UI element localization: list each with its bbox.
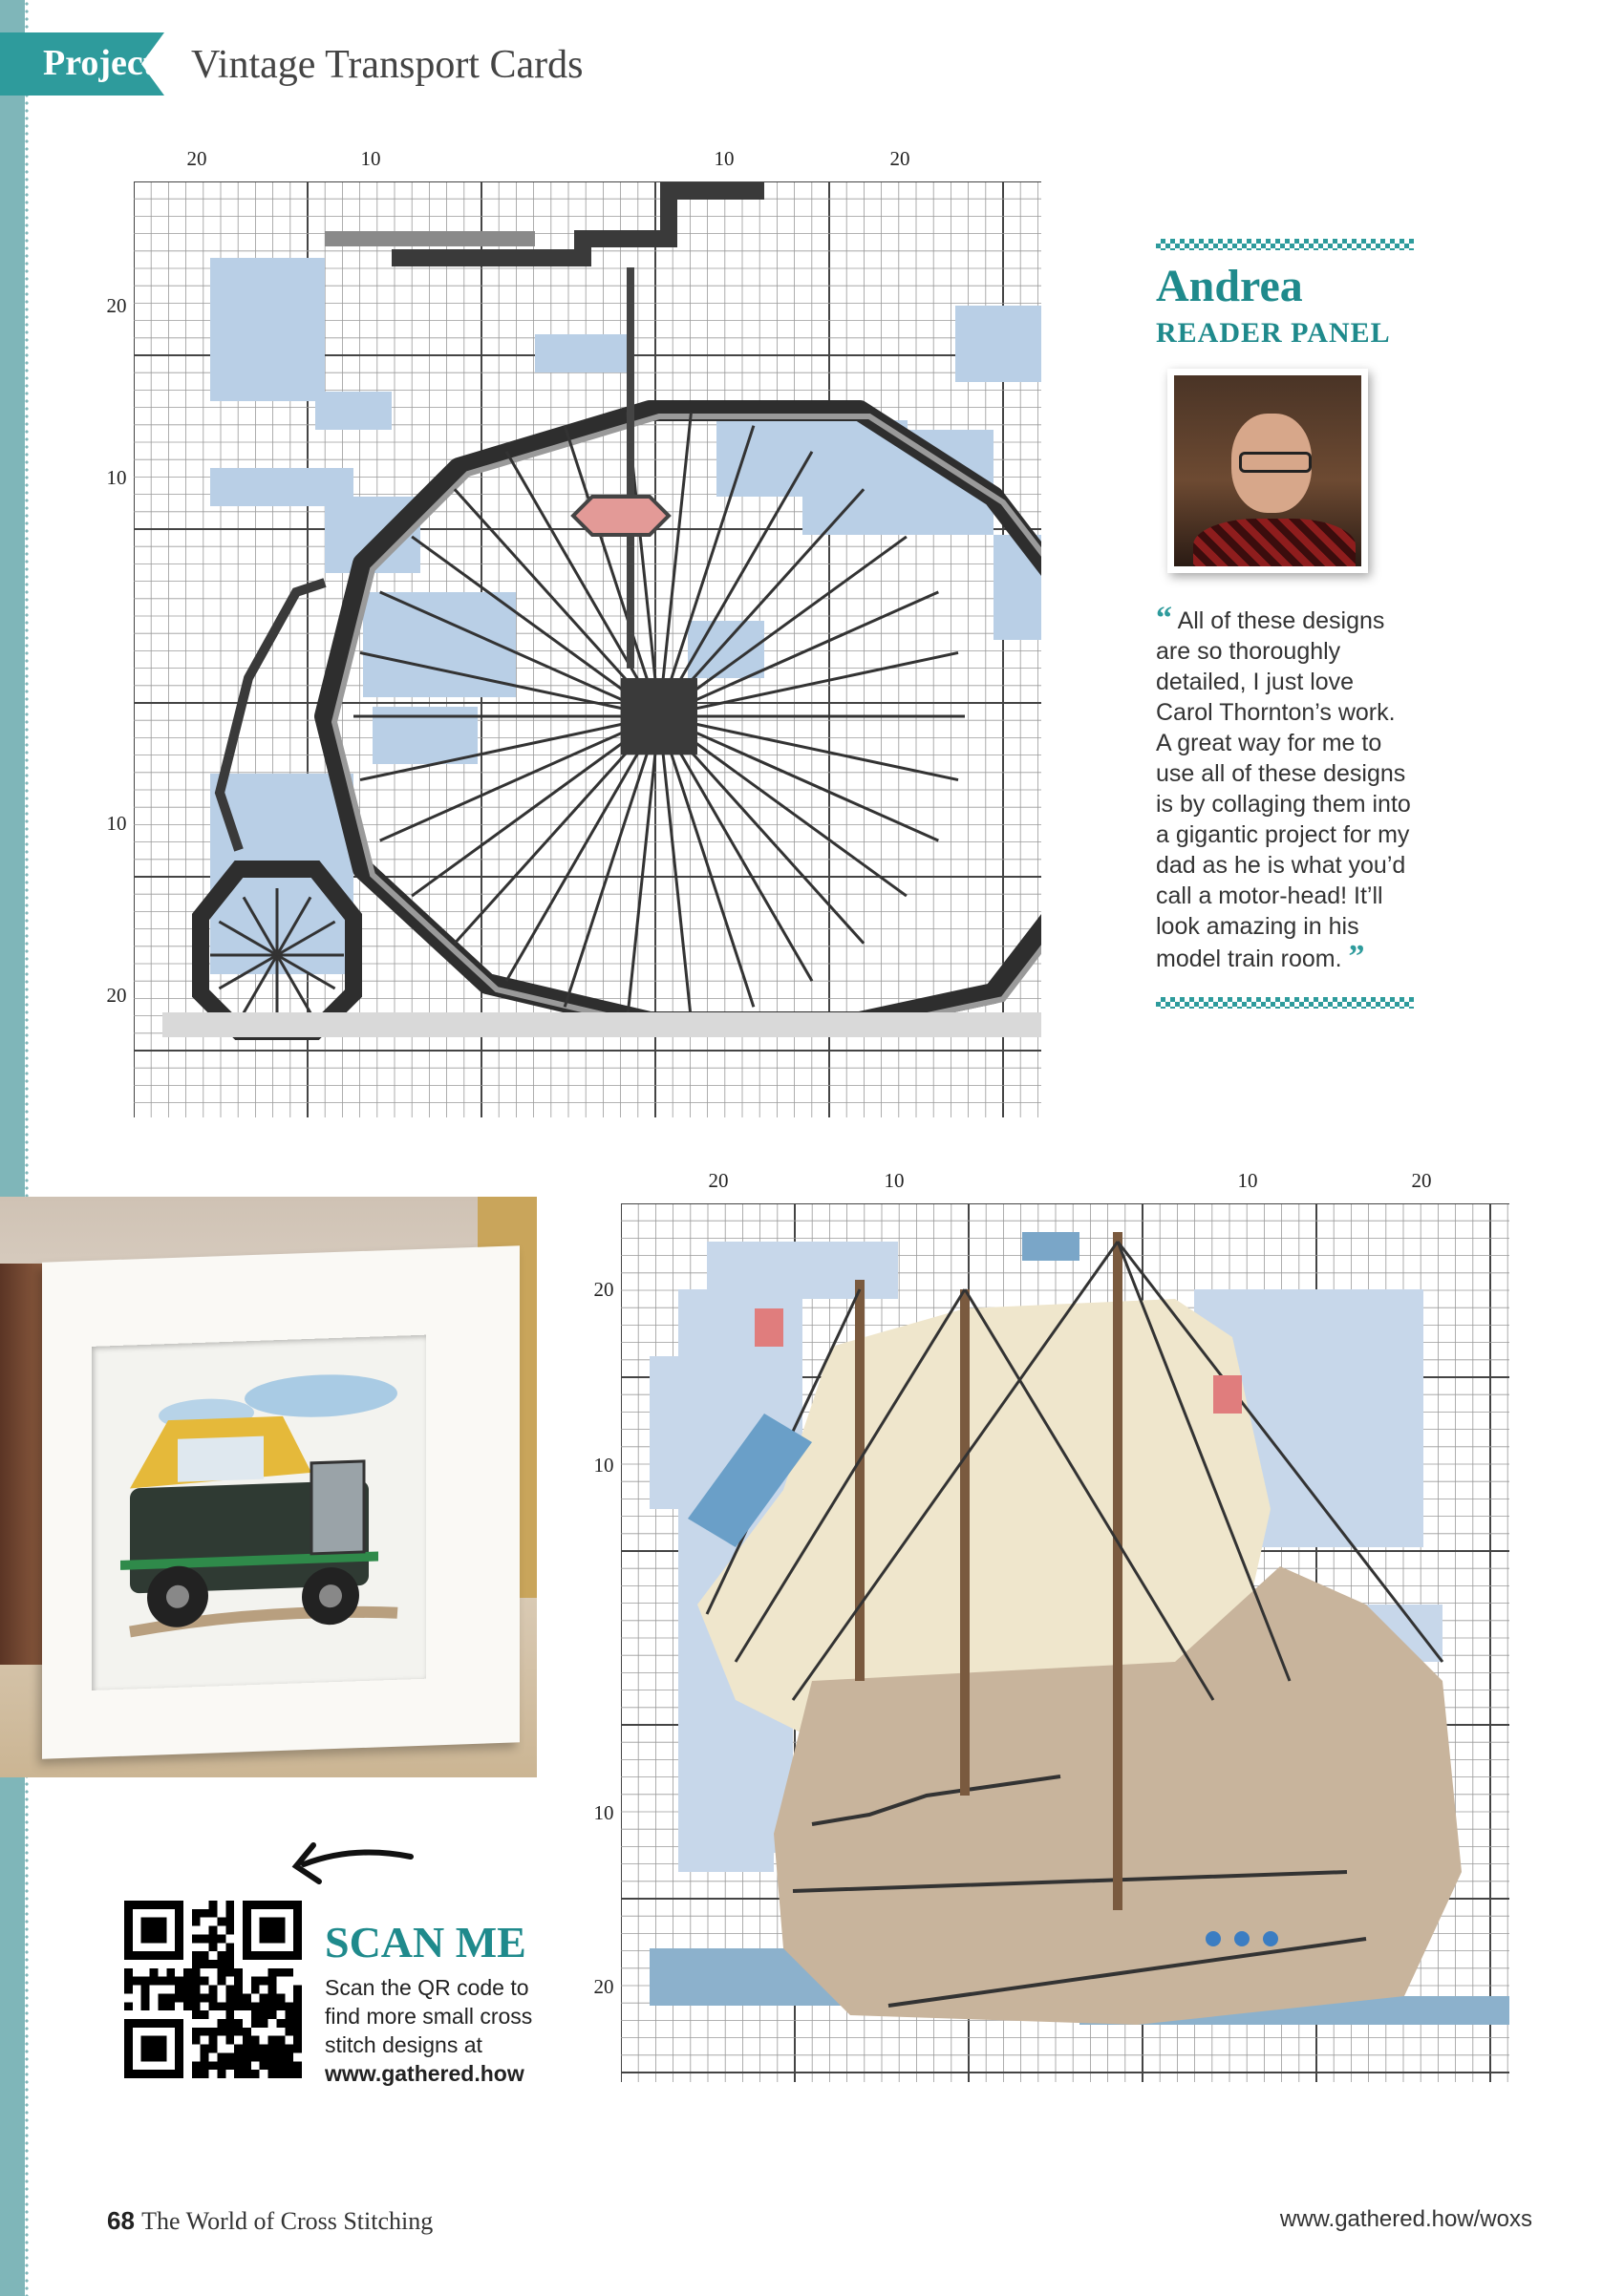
reader-panel bbox=[1156, 239, 1414, 1009]
reader-role: READER PANEL bbox=[1156, 317, 1391, 349]
page-spine bbox=[0, 0, 25, 2296]
col-label: 10 bbox=[360, 147, 381, 170]
row-label: 20 bbox=[593, 1278, 614, 1301]
shirt bbox=[1193, 519, 1356, 573]
row-label: 20 bbox=[106, 984, 127, 1007]
scan-text bbox=[325, 1973, 545, 2088]
col-label: 10 bbox=[884, 1169, 905, 1192]
section-label: Project bbox=[43, 43, 156, 83]
glasses bbox=[1239, 452, 1312, 473]
magazine-name: The World of Cross Stitching bbox=[141, 2207, 434, 2235]
col-label: 20 bbox=[186, 147, 207, 170]
card-aperture bbox=[92, 1335, 426, 1690]
quote-text: All of these designs are so thoroughly detailed, I just love Carol Thornton’s work. A great way for me to use all of these designs is by collaging them into a gigantic project for my dad as he is what you’d call a motor-head! It’ll look amazing in his model train room. bbox=[1156, 607, 1411, 972]
spine-dots bbox=[25, 0, 29, 2296]
row-label: 10 bbox=[593, 1801, 614, 1824]
bicycle-motif bbox=[162, 191, 1041, 1037]
row-label: 10 bbox=[106, 466, 127, 489]
stitch-grid bbox=[621, 1203, 1509, 2082]
scan-description: Scan the QR code to find more small cross stitch designs at bbox=[325, 1975, 533, 2057]
page-footer bbox=[107, 2206, 433, 2236]
reader-quote bbox=[1156, 601, 1414, 974]
stitch-grid bbox=[134, 181, 1041, 1117]
row-label: 20 bbox=[106, 294, 127, 317]
wooden-box bbox=[0, 1264, 42, 1665]
row-label: 10 bbox=[106, 812, 127, 835]
row-label: 20 bbox=[593, 1975, 614, 1998]
page-title: Vintage Transport Cards bbox=[191, 43, 584, 87]
col-label: 20 bbox=[708, 1169, 729, 1192]
reader-name: Andrea bbox=[1156, 261, 1303, 311]
col-label: 20 bbox=[889, 147, 910, 170]
col-label: 10 bbox=[1237, 1169, 1258, 1192]
penny-farthing-chart bbox=[106, 147, 1041, 1117]
vintage-car-stitching bbox=[92, 1335, 426, 1690]
qr-code-icon[interactable] bbox=[124, 1901, 302, 2078]
card-photo bbox=[0, 1197, 537, 1777]
scan-url[interactable]: www.gathered.how bbox=[325, 2061, 524, 2086]
open-quote-mark: “ bbox=[1156, 601, 1172, 636]
col-label: 10 bbox=[714, 147, 735, 170]
reader-photo bbox=[1167, 369, 1368, 573]
scan-title: SCAN ME bbox=[325, 1918, 526, 1966]
close-quote-mark: ” bbox=[1348, 939, 1365, 974]
panel-top-border bbox=[1156, 239, 1414, 250]
panel-bottom-border bbox=[1156, 997, 1414, 1009]
ship-motif bbox=[650, 1232, 1509, 2025]
page-number: 68 bbox=[107, 2206, 135, 2235]
arrow-left-icon bbox=[287, 1836, 420, 1893]
ship-chart bbox=[593, 1169, 1509, 2082]
row-label: 10 bbox=[593, 1454, 614, 1477]
footer-url[interactable]: www.gathered.how/woxs bbox=[1279, 2206, 1532, 2232]
col-label: 20 bbox=[1411, 1169, 1432, 1192]
greeting-card bbox=[42, 1245, 520, 1758]
